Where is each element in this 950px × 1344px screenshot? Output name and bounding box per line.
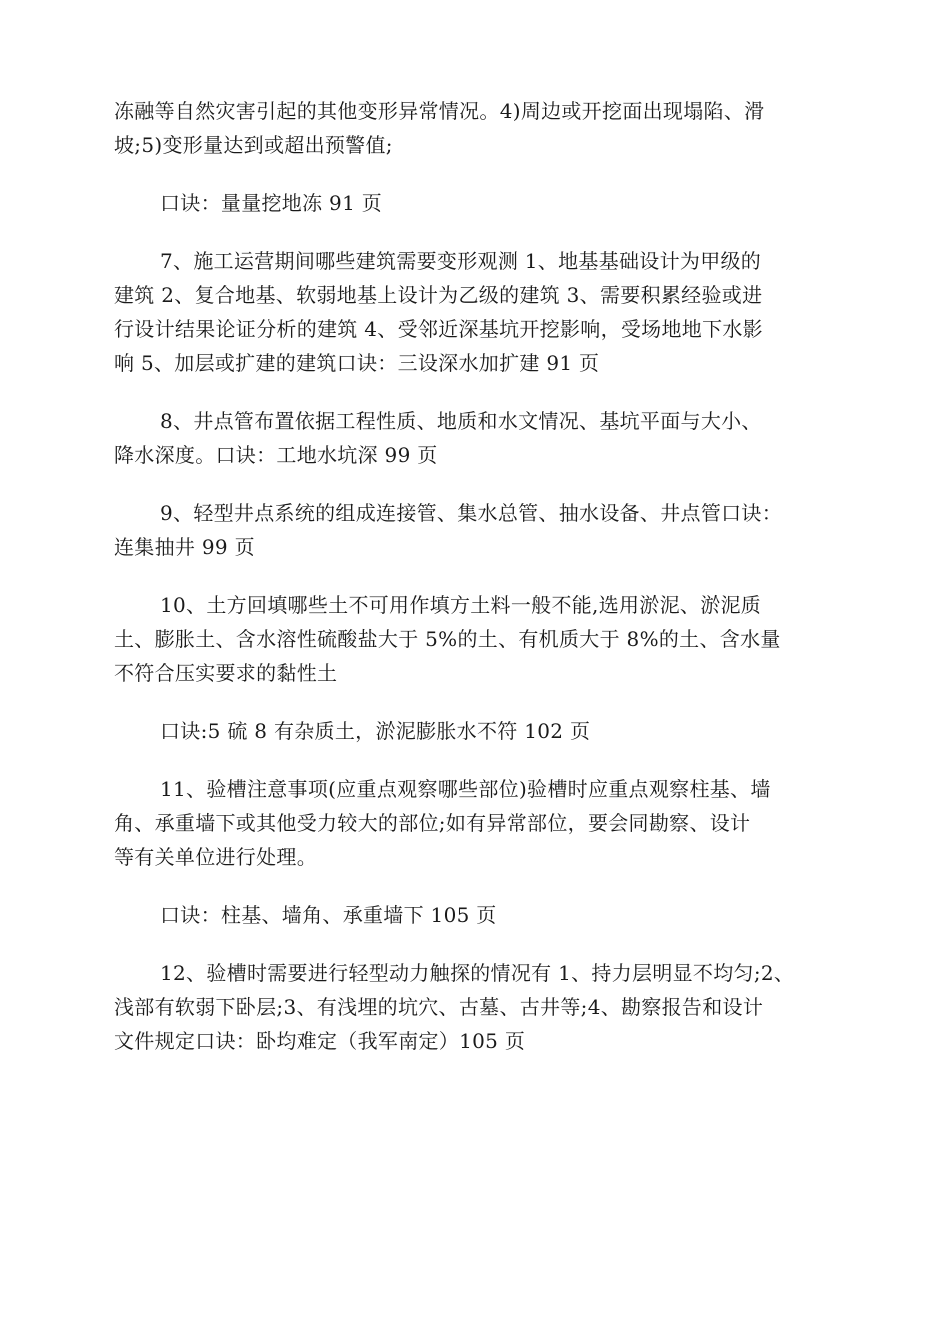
- paragraph-mnemonic-1: [114, 186, 844, 220]
- paragraph-deformation-anomalies: [114, 94, 844, 162]
- text-line: 坡;5)变形量达到或超出预警值;: [114, 133, 393, 157]
- document-body: [114, 94, 844, 1082]
- text-line: 7、施工运营期间哪些建筑需要变形观测 1、地基基础设计为甲级的: [160, 249, 762, 273]
- text-line: 不符合压实要求的黏性土: [114, 661, 338, 685]
- paragraph-item-12: [114, 956, 844, 1058]
- text-line: 11、验槽注意事项(应重点观察哪些部位)验槽时应重点观察柱基、墙: [160, 777, 771, 801]
- paragraph-mnemonic-11: [114, 898, 844, 932]
- text-line: 12、验槽时需要进行轻型动力触探的情况有 1、持力层明显不均匀;2、: [160, 961, 795, 985]
- text-line: 10、土方回填哪些土不可用作填方土料一般不能,选用淤泥、淤泥质: [160, 593, 762, 617]
- paragraph-mnemonic-10: [114, 714, 844, 748]
- text-line: 口诀：柱基、墙角、承重墙下 105 页: [160, 903, 497, 927]
- text-line: 连集抽井 99 页: [114, 535, 255, 559]
- text-line: 口诀：量量挖地冻 91 页: [160, 191, 383, 215]
- text-line: 浅部有软弱下卧层;3、有浅埋的坑穴、古墓、古井等;4、勘察报告和设计: [114, 995, 764, 1019]
- paragraph-item-7: [114, 244, 844, 380]
- text-line: 角、承重墙下或其他受力较大的部位;如有异常部位，要会同勘察、设计: [114, 811, 751, 835]
- paragraph-item-9: [114, 496, 844, 564]
- text-line: 土、膨胀土、含水溶性硫酸盐大于 5%的土、有机质大于 8%的土、含水量: [114, 627, 781, 651]
- text-line: 文件规定口诀：卧均难定（我军南定）105 页: [114, 1029, 526, 1053]
- paragraph-item-10: [114, 588, 844, 690]
- text-line: 等有关单位进行处理。: [114, 845, 317, 869]
- text-line: 8、井点管布置依据工程性质、地质和水文情况、基坑平面与大小、: [160, 409, 762, 433]
- text-line: 口诀:5 硫 8 有杂质土，淤泥膨胀水不符 102 页: [160, 719, 591, 743]
- text-line: 降水深度。口诀：工地水坑深 99 页: [114, 443, 438, 467]
- text-line: 冻融等自然灾害引起的其他变形异常情况。4)周边或开挖面出现塌陷、滑: [114, 99, 765, 123]
- text-line: 响 5、加层或扩建的建筑口诀：三设深水加扩建 91 页: [114, 351, 600, 375]
- text-line: 建筑 2、复合地基、软弱地基上设计为乙级的建筑 3、需要积累经验或进: [114, 283, 763, 307]
- text-line: 9、轻型井点系统的组成连接管、集水总管、抽水设备、井点管口诀：: [160, 501, 783, 525]
- paragraph-item-8: [114, 404, 844, 472]
- paragraph-item-11: [114, 772, 844, 874]
- text-line: 行设计结果论证分析的建筑 4、受邻近深基坑开挖影响，受场地地下水影: [114, 317, 763, 341]
